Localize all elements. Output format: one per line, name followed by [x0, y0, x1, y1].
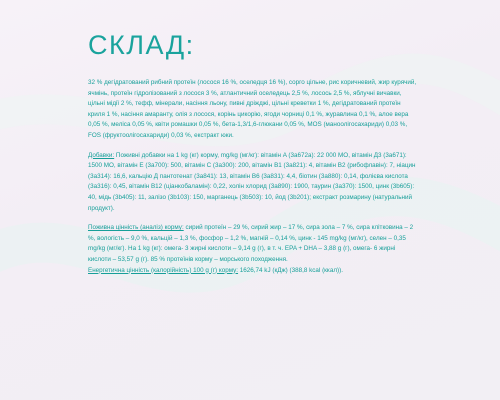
- nutrition-text: сирий протеїн – 29 %, сирий жир – 17 %, сира зола – 7 %, сира клітковина – 2 %, вологість – 9,0 %, кальцій – 1,3 %, фосфор – 1,2 %, магній – 0,14 %, цинк - 145 mg/kg (мг/кг), селен – 0,35 mg/kg (мг/кг). На 1 kg (кг): омега- 3 жирні кислоти – 9,14 g (г), в т. ч. EPA + DHA – 3,88 g (г), омега- 6 жирні кислоти – 53,57 g (г). 85 % протеїнів корму – морського походження.: [88, 224, 414, 263]
- additives-paragraph: [88, 151, 418, 215]
- energy-label: Енергетична цінність (калорійність) 100 g (г) корму:: [88, 266, 239, 274]
- nutrition-label: Поживна цінність (аналіз) корму:: [88, 224, 184, 232]
- page-title: СКЛАД:: [88, 30, 195, 60]
- composition-panel: [88, 30, 418, 285]
- composition-paragraph: [88, 78, 418, 142]
- energy-text: 1626,74 kJ (кДж) (388,8 kcal (ккал)).: [238, 266, 343, 274]
- composition-text: 32 % дегідратований рибний протеїн (лосося 16 %, оселедця 16 %), сорго цільне, рис коричневий, жир курячий, ячмінь, протеїн гідролізований з лосося 3 %, атлантичний оселедець 2,5 %, лосось 2,5 %, яблучні вичавки, цільні мідії 2 %, тефф, мінерали, насіння льону, пивні дріжджі, цільні креветки 1 %, дегідратований протеїн криля 1 %, насіння амаранту, олія з лосося, корінь цикорію, ягоди чорниці 0,1 %, журавлина 0,1 %, алое вера 0,05 %, меліса 0,05 %, квіти ромашки 0,05 %, бета-1,3/1,6-глюкани 0,05 %, MOS (маноолігосахариди) 0,03 %, FOS (фруктоолігосахариди) 0,03 %, екстракт юки.: [88, 79, 417, 139]
- additives-label: Добавки:: [88, 151, 115, 159]
- additives-text: Поживні добавки на 1 kg (кг) корму, mg/kg (мг/кг): вітамін A (3a672a): 22 000 МО, вітамін Д3 (3a671): 1500 МО, вітамін Е (3a700): 500, вітамін С (3a300): 200, вітамін В1 (3a821): 4, вітамін В2 (рибофлавін): 7, ніацин (3a314): 16,6, кальцію Д пантотенат (3a841): 13, вітамін В6 (3a831): 4,4, біотин (3a880): 0,14, фолієва кислота (3a316): 0,45, вітамін В12 (ціанкобаламін): 0,22, холін хлорид (3a890): 1900, таурин (3a370): 1500, цинк (3b605): 40, мідь (3b405): 11, залізо (3b103): 150, марганець (3b503): 10, йод (3b201); екстракт розмарину (натуральний продукт).: [88, 151, 416, 212]
- nutrition-paragraph: [88, 223, 418, 276]
